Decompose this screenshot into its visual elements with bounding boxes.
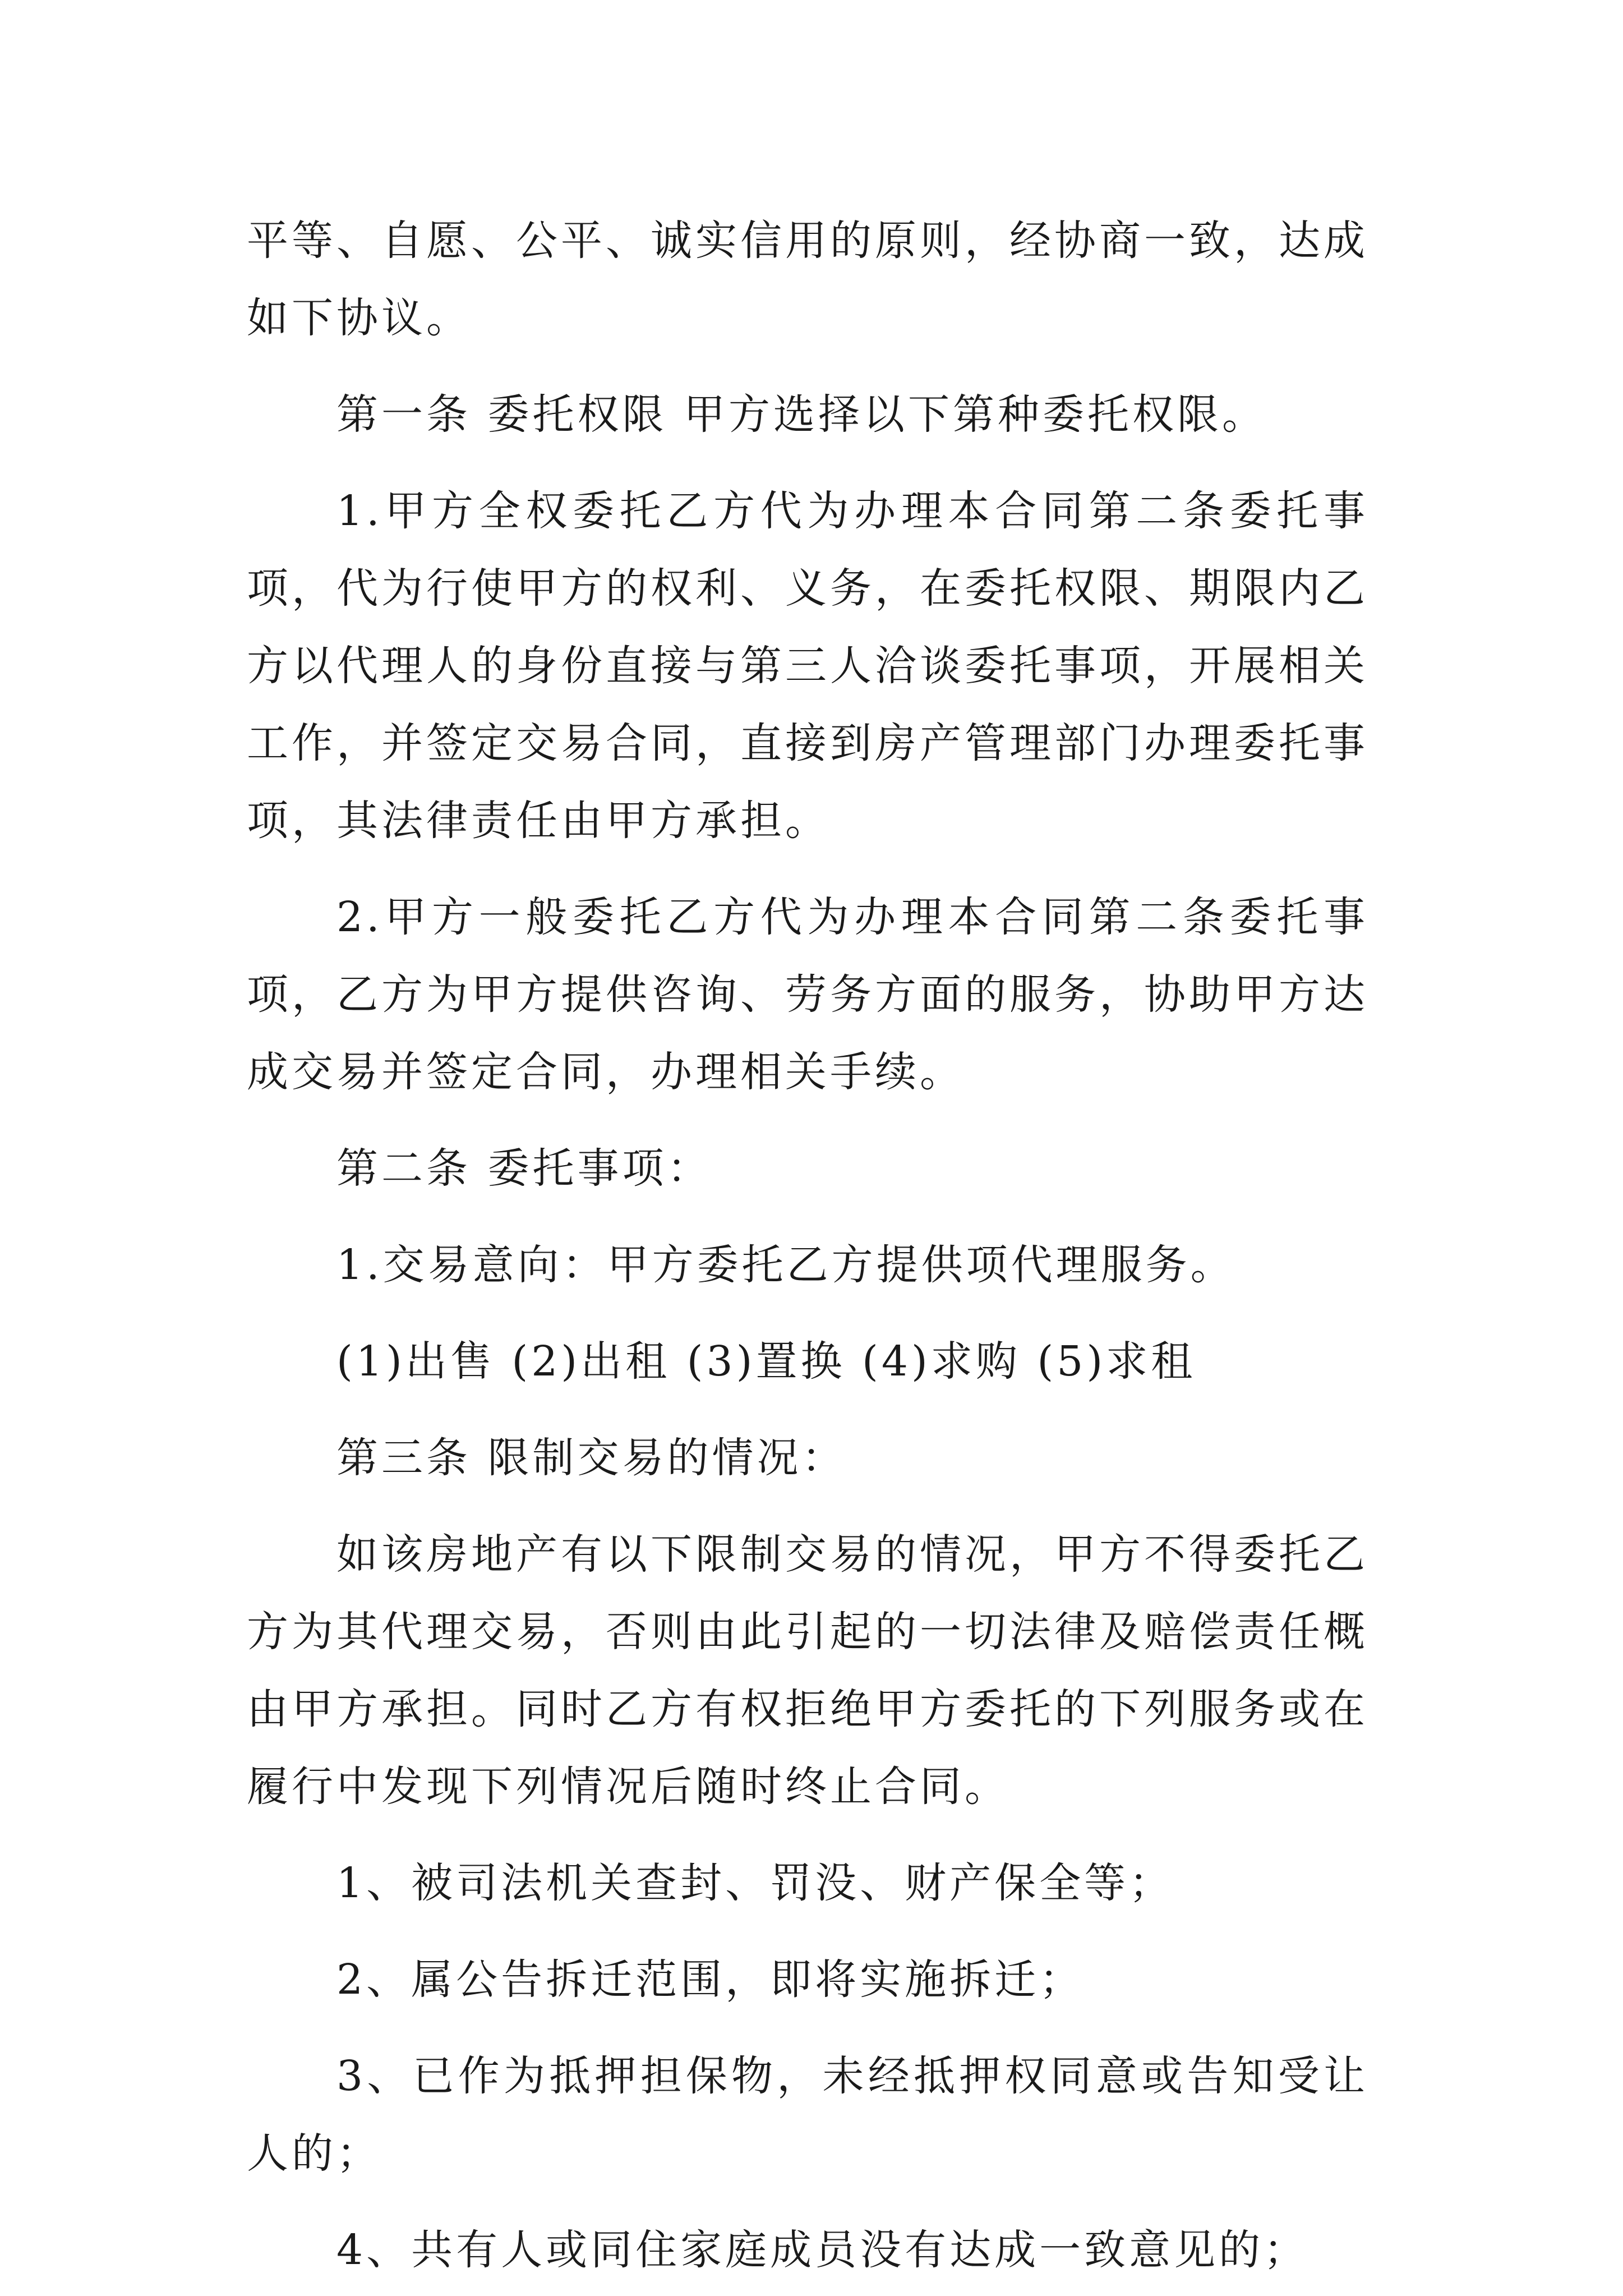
article-3-heading: 第三条 限制交易的情况： xyxy=(336,1434,847,1482)
article-1-item-2: 2.甲方一般委托乙方代为办理本合同第二条委托事项，乙方为甲方提供咨询、劳务方面的服务，协助甲方达成交易并签定合同，办理相关手续。 xyxy=(247,893,1368,1096)
article-3-item-2: 2、属公告拆迁范围，即将实施拆迁； xyxy=(336,1955,1085,2004)
article-1-item-1: 1.甲方全权委托乙方代为办理本合同第二条委托事项，代为行使甲方的权利、义务，在委托权限、期限内乙方以代理人的身份直接与第三人洽谈委托事项，开展相关工作，并签定交易合同，直接到房产管理部门办理委托事项，其法律责任由甲方承担。 xyxy=(247,487,1368,845)
article-3-item-1: 1、被司法机关查封、罚没、财产保全等； xyxy=(336,1859,1174,1907)
article-2-options: (1)出售 (2)出租 (3)置换 (4)求购 (5)求租 xyxy=(336,1337,1196,1386)
article-3-body: 如该房地产有以下限制交易的情况，甲方不得委托乙方为其代理交易，否则由此引起的一切法律及赔偿责任概由甲方承担。同时乙方有权拒绝甲方委托的下列服务或在履行中发现下列情况后随时终止合同。 xyxy=(247,1530,1368,1811)
document-body xyxy=(247,202,1368,2289)
article-2-heading: 第二条 委托事项： xyxy=(336,1144,712,1193)
paragraph-intro-continuation: 平等、自愿、公平、诚实信用的原则，经协商一致，达成如下协议。 xyxy=(247,217,1368,342)
article-2-item-1: 1.交易意向：甲方委托乙方提供项代理服务。 xyxy=(336,1241,1235,1289)
article-1-heading: 第一条 委托权限 甲方选择以下第种委托权限。 xyxy=(336,390,1267,439)
article-3-item-4: 4、共有人或同住家庭成员没有达成一致意见的； xyxy=(336,2226,1309,2274)
article-3-item-3: 3、已作为抵押担保物，未经抵押权同意或告知受让人的； xyxy=(247,2052,1368,2178)
